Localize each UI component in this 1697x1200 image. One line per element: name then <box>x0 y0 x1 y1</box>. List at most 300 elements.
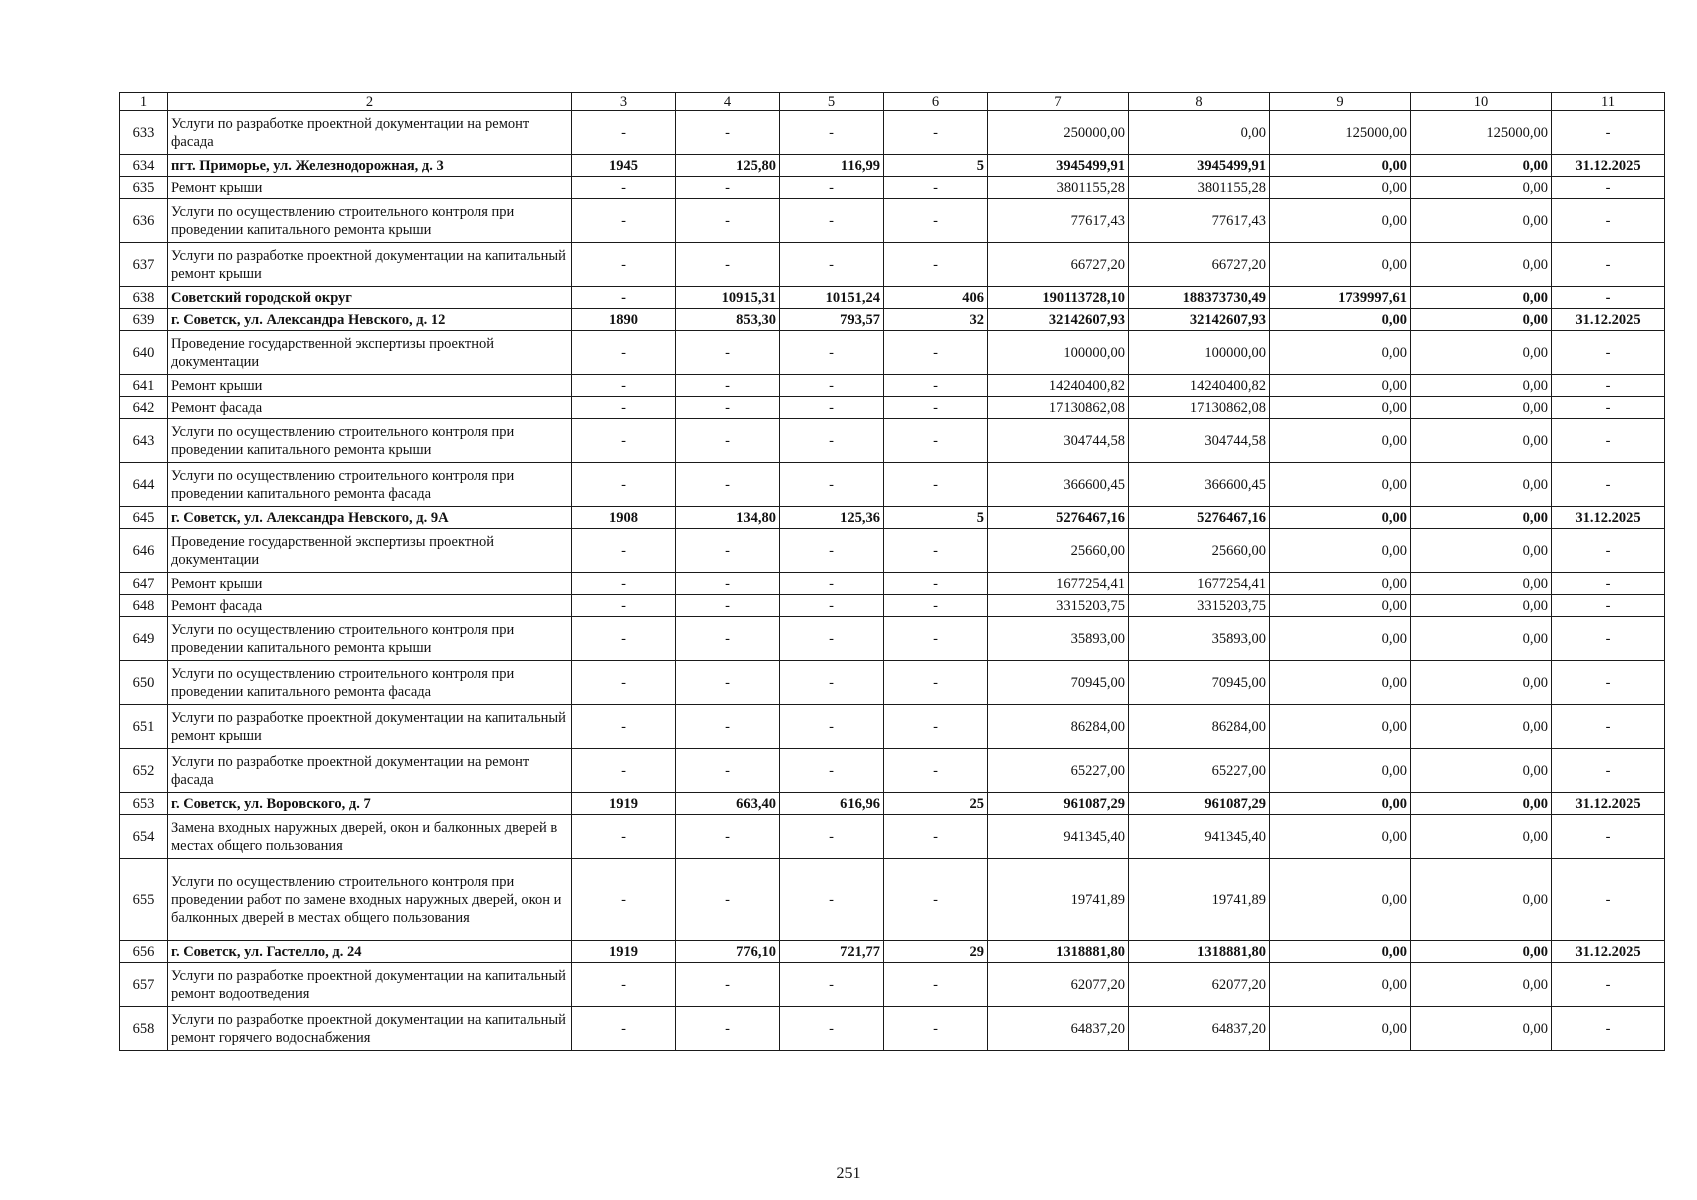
budget-cost-cell: 125000,00 <box>1270 111 1411 155</box>
total-cost-cell: 32142607,93 <box>988 309 1129 331</box>
row-number-cell: 652 <box>120 749 168 793</box>
row-number-cell: 642 <box>120 397 168 419</box>
description-cell: Проведение государственной экспертизы проектной документации <box>168 529 572 573</box>
completion-date-cell: 31.12.2025 <box>1552 793 1665 815</box>
total-cost-cell: 64837,20 <box>988 1007 1129 1051</box>
budget-cost-cell: 0,00 <box>1270 155 1411 177</box>
other-cost-cell: 125000,00 <box>1411 111 1552 155</box>
residents-cell: - <box>884 815 988 859</box>
description-cell: Услуги по разработке проектной документации на капитальный ремонт горячего водоснабжения <box>168 1007 572 1051</box>
budget-cost-cell: 0,00 <box>1270 177 1411 199</box>
living-area-cell: - <box>780 331 884 375</box>
total-cost-cell: 19741,89 <box>988 859 1129 941</box>
budget-cost-cell: 0,00 <box>1270 1007 1411 1051</box>
description-cell: Услуги по разработке проектной документации на ремонт фасада <box>168 111 572 155</box>
year-built-cell: - <box>572 243 676 287</box>
description-cell: Ремонт крыши <box>168 573 572 595</box>
fund-cost-cell: 0,00 <box>1129 111 1270 155</box>
year-built-cell: 1890 <box>572 309 676 331</box>
year-built-cell: - <box>572 529 676 573</box>
table-row <box>120 309 1665 331</box>
description-cell: Услуги по разработке проектной документации на ремонт фасада <box>168 749 572 793</box>
total-cost-cell: 941345,40 <box>988 815 1129 859</box>
residents-cell: 32 <box>884 309 988 331</box>
budget-cost-cell: 0,00 <box>1270 749 1411 793</box>
description-cell: Ремонт крыши <box>168 375 572 397</box>
other-cost-cell: 0,00 <box>1411 595 1552 617</box>
total-cost-cell: 62077,20 <box>988 963 1129 1007</box>
year-built-cell: - <box>572 815 676 859</box>
total-cost-cell: 65227,00 <box>988 749 1129 793</box>
budget-cost-cell: 0,00 <box>1270 507 1411 529</box>
completion-date-cell: - <box>1552 705 1665 749</box>
completion-date-cell: - <box>1552 463 1665 507</box>
description-cell: Услуги по осуществлению строительного контроля при проведении капитального ремонта фасада <box>168 463 572 507</box>
residents-cell: - <box>884 1007 988 1051</box>
residents-cell: - <box>884 595 988 617</box>
living-area-cell: 125,36 <box>780 507 884 529</box>
column-number: 3 <box>572 93 676 111</box>
total-cost-cell: 35893,00 <box>988 617 1129 661</box>
row-number-cell: 654 <box>120 815 168 859</box>
fund-cost-cell: 77617,43 <box>1129 199 1270 243</box>
living-area-cell: - <box>780 375 884 397</box>
other-cost-cell: 0,00 <box>1411 749 1552 793</box>
living-area-cell: 616,96 <box>780 793 884 815</box>
other-cost-cell: 0,00 <box>1411 705 1552 749</box>
row-number-cell: 648 <box>120 595 168 617</box>
column-number: 5 <box>780 93 884 111</box>
description-cell: г. Советск, ул. Александра Невского, д. 12 <box>168 309 572 331</box>
description-cell: Услуги по осуществлению строительного контроля при проведении капитального ремонта крыши <box>168 199 572 243</box>
other-cost-cell: 0,00 <box>1411 617 1552 661</box>
page-number: 251 <box>836 1165 861 1182</box>
total-area-cell: - <box>676 661 780 705</box>
fund-cost-cell: 86284,00 <box>1129 705 1270 749</box>
table-row <box>120 963 1665 1007</box>
year-built-cell: - <box>572 859 676 941</box>
other-cost-cell: 0,00 <box>1411 375 1552 397</box>
living-area-cell: - <box>780 397 884 419</box>
residents-cell: - <box>884 463 988 507</box>
year-built-cell: - <box>572 963 676 1007</box>
table-row <box>120 419 1665 463</box>
completion-date-cell: 31.12.2025 <box>1552 309 1665 331</box>
total-area-cell: 776,10 <box>676 941 780 963</box>
completion-date-cell: - <box>1552 397 1665 419</box>
description-cell: г. Советск, ул. Александра Невского, д. 9А <box>168 507 572 529</box>
living-area-cell: - <box>780 419 884 463</box>
total-area-cell: - <box>676 1007 780 1051</box>
residents-cell: - <box>884 243 988 287</box>
row-number-cell: 646 <box>120 529 168 573</box>
description-cell: Услуги по разработке проектной документации на капитальный ремонт крыши <box>168 705 572 749</box>
budget-cost-cell: 0,00 <box>1270 199 1411 243</box>
completion-date-cell: - <box>1552 859 1665 941</box>
residents-cell: 25 <box>884 793 988 815</box>
total-cost-cell: 250000,00 <box>988 111 1129 155</box>
living-area-cell: - <box>780 243 884 287</box>
budget-cost-cell: 1739997,61 <box>1270 287 1411 309</box>
total-cost-cell: 304744,58 <box>988 419 1129 463</box>
total-area-cell: - <box>676 815 780 859</box>
row-number-cell: 653 <box>120 793 168 815</box>
table-row <box>120 529 1665 573</box>
residents-cell: 5 <box>884 155 988 177</box>
total-cost-cell: 3801155,28 <box>988 177 1129 199</box>
total-cost-cell: 100000,00 <box>988 331 1129 375</box>
row-number-cell: 641 <box>120 375 168 397</box>
other-cost-cell: 0,00 <box>1411 573 1552 595</box>
residents-cell: - <box>884 573 988 595</box>
row-number-cell: 637 <box>120 243 168 287</box>
table-row <box>120 595 1665 617</box>
other-cost-cell: 0,00 <box>1411 287 1552 309</box>
year-built-cell: - <box>572 177 676 199</box>
living-area-cell: - <box>780 529 884 573</box>
residents-cell: - <box>884 705 988 749</box>
description-cell: пгт. Приморье, ул. Железнодорожная, д. 3 <box>168 155 572 177</box>
total-cost-cell: 14240400,82 <box>988 375 1129 397</box>
budget-cost-cell: 0,00 <box>1270 397 1411 419</box>
year-built-cell: 1908 <box>572 507 676 529</box>
other-cost-cell: 0,00 <box>1411 463 1552 507</box>
row-number-cell: 645 <box>120 507 168 529</box>
residents-cell: - <box>884 397 988 419</box>
budget-cost-cell: 0,00 <box>1270 573 1411 595</box>
column-number: 1 <box>120 93 168 111</box>
total-cost-cell: 1318881,80 <box>988 941 1129 963</box>
description-cell: Услуги по осуществлению строительного контроля при проведении работ по замене входных наружных дверей, окон и балконных дверей в местах общего пользования <box>168 859 572 941</box>
fund-cost-cell: 5276467,16 <box>1129 507 1270 529</box>
completion-date-cell: - <box>1552 529 1665 573</box>
row-number-cell: 651 <box>120 705 168 749</box>
other-cost-cell: 0,00 <box>1411 529 1552 573</box>
other-cost-cell: 0,00 <box>1411 243 1552 287</box>
row-number-cell: 634 <box>120 155 168 177</box>
column-number-row <box>120 93 1665 111</box>
other-cost-cell: 0,00 <box>1411 793 1552 815</box>
year-built-cell: - <box>572 705 676 749</box>
living-area-cell: - <box>780 815 884 859</box>
total-cost-cell: 190113728,10 <box>988 287 1129 309</box>
description-cell: Ремонт крыши <box>168 177 572 199</box>
table-row <box>120 463 1665 507</box>
total-area-cell: - <box>676 463 780 507</box>
completion-date-cell: - <box>1552 199 1665 243</box>
completion-date-cell: - <box>1552 111 1665 155</box>
table-row <box>120 507 1665 529</box>
row-number-cell: 657 <box>120 963 168 1007</box>
living-area-cell: - <box>780 661 884 705</box>
residents-cell: 5 <box>884 507 988 529</box>
fund-cost-cell: 366600,45 <box>1129 463 1270 507</box>
year-built-cell: - <box>572 375 676 397</box>
fund-cost-cell: 941345,40 <box>1129 815 1270 859</box>
total-area-cell: - <box>676 595 780 617</box>
completion-date-cell: - <box>1552 331 1665 375</box>
total-area-cell: 10915,31 <box>676 287 780 309</box>
table-row <box>120 815 1665 859</box>
total-area-cell: - <box>676 529 780 573</box>
total-cost-cell: 5276467,16 <box>988 507 1129 529</box>
total-cost-cell: 70945,00 <box>988 661 1129 705</box>
fund-cost-cell: 3801155,28 <box>1129 177 1270 199</box>
row-number-cell: 633 <box>120 111 168 155</box>
row-number-cell: 656 <box>120 941 168 963</box>
fund-cost-cell: 14240400,82 <box>1129 375 1270 397</box>
description-cell: Услуги по осуществлению строительного контроля при проведении капитального ремонта крыши <box>168 419 572 463</box>
year-built-cell: - <box>572 463 676 507</box>
row-number-cell: 635 <box>120 177 168 199</box>
budget-cost-cell: 0,00 <box>1270 617 1411 661</box>
row-number-cell: 658 <box>120 1007 168 1051</box>
year-built-cell: - <box>572 1007 676 1051</box>
row-number-cell: 649 <box>120 617 168 661</box>
completion-date-cell: - <box>1552 661 1665 705</box>
year-built-cell: - <box>572 287 676 309</box>
completion-date-cell: 31.12.2025 <box>1552 507 1665 529</box>
living-area-cell: - <box>780 963 884 1007</box>
residents-cell: - <box>884 859 988 941</box>
year-built-cell: - <box>572 661 676 705</box>
total-cost-cell: 961087,29 <box>988 793 1129 815</box>
other-cost-cell: 0,00 <box>1411 963 1552 1007</box>
living-area-cell: - <box>780 199 884 243</box>
table-row <box>120 397 1665 419</box>
table-row <box>120 243 1665 287</box>
total-area-cell: - <box>676 705 780 749</box>
budget-cost-cell: 0,00 <box>1270 815 1411 859</box>
completion-date-cell: 31.12.2025 <box>1552 941 1665 963</box>
column-number: 7 <box>988 93 1129 111</box>
completion-date-cell: - <box>1552 815 1665 859</box>
total-area-cell: - <box>676 963 780 1007</box>
completion-date-cell: - <box>1552 595 1665 617</box>
budget-cost-cell: 0,00 <box>1270 243 1411 287</box>
total-area-cell: 125,80 <box>676 155 780 177</box>
other-cost-cell: 0,00 <box>1411 1007 1552 1051</box>
fund-cost-cell: 17130862,08 <box>1129 397 1270 419</box>
fund-cost-cell: 19741,89 <box>1129 859 1270 941</box>
total-area-cell: - <box>676 243 780 287</box>
year-built-cell: - <box>572 199 676 243</box>
living-area-cell: - <box>780 573 884 595</box>
fund-cost-cell: 70945,00 <box>1129 661 1270 705</box>
fund-cost-cell: 3315203,75 <box>1129 595 1270 617</box>
description-cell: Ремонт фасада <box>168 397 572 419</box>
residents-cell: 29 <box>884 941 988 963</box>
fund-cost-cell: 304744,58 <box>1129 419 1270 463</box>
column-number: 11 <box>1552 93 1665 111</box>
year-built-cell: - <box>572 419 676 463</box>
total-cost-cell: 17130862,08 <box>988 397 1129 419</box>
total-area-cell: - <box>676 617 780 661</box>
residents-cell: - <box>884 331 988 375</box>
total-area-cell: - <box>676 573 780 595</box>
living-area-cell: 116,99 <box>780 155 884 177</box>
living-area-cell: - <box>780 617 884 661</box>
table-row <box>120 1007 1665 1051</box>
description-cell: Услуги по осуществлению строительного контроля при проведении капитального ремонта фасада <box>168 661 572 705</box>
fund-cost-cell: 1677254,41 <box>1129 573 1270 595</box>
budget-cost-cell: 0,00 <box>1270 331 1411 375</box>
year-built-cell: - <box>572 595 676 617</box>
description-cell: Услуги по разработке проектной документации на капитальный ремонт водоотведения <box>168 963 572 1007</box>
row-number-cell: 640 <box>120 331 168 375</box>
completion-date-cell: - <box>1552 419 1665 463</box>
row-number-cell: 655 <box>120 859 168 941</box>
other-cost-cell: 0,00 <box>1411 309 1552 331</box>
column-number: 10 <box>1411 93 1552 111</box>
total-cost-cell: 3945499,91 <box>988 155 1129 177</box>
other-cost-cell: 0,00 <box>1411 661 1552 705</box>
description-cell: Ремонт фасада <box>168 595 572 617</box>
budget-cost-cell: 0,00 <box>1270 419 1411 463</box>
total-cost-cell: 66727,20 <box>988 243 1129 287</box>
living-area-cell: 793,57 <box>780 309 884 331</box>
capital-repair-table <box>119 92 1665 1051</box>
row-number-cell: 636 <box>120 199 168 243</box>
budget-cost-cell: 0,00 <box>1270 529 1411 573</box>
budget-cost-cell: 0,00 <box>1270 463 1411 507</box>
completion-date-cell: - <box>1552 1007 1665 1051</box>
total-area-cell: 134,80 <box>676 507 780 529</box>
total-cost-cell: 366600,45 <box>988 463 1129 507</box>
budget-cost-cell: 0,00 <box>1270 661 1411 705</box>
total-cost-cell: 86284,00 <box>988 705 1129 749</box>
table-row <box>120 155 1665 177</box>
description-cell: г. Советск, ул. Гастелло, д. 24 <box>168 941 572 963</box>
living-area-cell: 721,77 <box>780 941 884 963</box>
row-number-cell: 644 <box>120 463 168 507</box>
table-row <box>120 617 1665 661</box>
budget-cost-cell: 0,00 <box>1270 963 1411 1007</box>
total-area-cell: - <box>676 419 780 463</box>
budget-cost-cell: 0,00 <box>1270 705 1411 749</box>
fund-cost-cell: 961087,29 <box>1129 793 1270 815</box>
fund-cost-cell: 35893,00 <box>1129 617 1270 661</box>
fund-cost-cell: 25660,00 <box>1129 529 1270 573</box>
year-built-cell: - <box>572 397 676 419</box>
other-cost-cell: 0,00 <box>1411 941 1552 963</box>
description-cell: г. Советск, ул. Воровского, д. 7 <box>168 793 572 815</box>
completion-date-cell: - <box>1552 287 1665 309</box>
other-cost-cell: 0,00 <box>1411 199 1552 243</box>
completion-date-cell: - <box>1552 243 1665 287</box>
living-area-cell: - <box>780 111 884 155</box>
living-area-cell: - <box>780 177 884 199</box>
completion-date-cell: - <box>1552 375 1665 397</box>
fund-cost-cell: 66727,20 <box>1129 243 1270 287</box>
fund-cost-cell: 100000,00 <box>1129 331 1270 375</box>
table-row <box>120 941 1665 963</box>
total-area-cell: - <box>676 199 780 243</box>
budget-cost-cell: 0,00 <box>1270 793 1411 815</box>
residents-cell: - <box>884 749 988 793</box>
year-built-cell: - <box>572 111 676 155</box>
budget-cost-cell: 0,00 <box>1270 941 1411 963</box>
row-number-cell: 638 <box>120 287 168 309</box>
other-cost-cell: 0,00 <box>1411 397 1552 419</box>
fund-cost-cell: 188373730,49 <box>1129 287 1270 309</box>
column-number: 6 <box>884 93 988 111</box>
total-area-cell: - <box>676 397 780 419</box>
year-built-cell: 1945 <box>572 155 676 177</box>
row-number-cell: 647 <box>120 573 168 595</box>
residents-cell: - <box>884 177 988 199</box>
residents-cell: - <box>884 375 988 397</box>
fund-cost-cell: 32142607,93 <box>1129 309 1270 331</box>
total-area-cell: - <box>676 177 780 199</box>
residents-cell: - <box>884 199 988 243</box>
row-number-cell: 643 <box>120 419 168 463</box>
table-row <box>120 573 1665 595</box>
residents-cell: - <box>884 661 988 705</box>
budget-cost-cell: 0,00 <box>1270 375 1411 397</box>
total-area-cell: - <box>676 749 780 793</box>
living-area-cell: - <box>780 1007 884 1051</box>
living-area-cell: - <box>780 705 884 749</box>
residents-cell: - <box>884 419 988 463</box>
year-built-cell: - <box>572 573 676 595</box>
other-cost-cell: 0,00 <box>1411 507 1552 529</box>
residents-cell: - <box>884 963 988 1007</box>
description-cell: Замена входных наружных дверей, окон и балконных дверей в местах общего пользования <box>168 815 572 859</box>
total-area-cell: - <box>676 375 780 397</box>
table-row <box>120 661 1665 705</box>
total-area-cell: - <box>676 859 780 941</box>
total-cost-cell: 1677254,41 <box>988 573 1129 595</box>
table-row <box>120 177 1665 199</box>
year-built-cell: 1919 <box>572 793 676 815</box>
total-area-cell: 663,40 <box>676 793 780 815</box>
description-cell: Советский городской округ <box>168 287 572 309</box>
fund-cost-cell: 64837,20 <box>1129 1007 1270 1051</box>
row-number-cell: 639 <box>120 309 168 331</box>
other-cost-cell: 0,00 <box>1411 177 1552 199</box>
completion-date-cell: - <box>1552 617 1665 661</box>
other-cost-cell: 0,00 <box>1411 331 1552 375</box>
completion-date-cell: - <box>1552 177 1665 199</box>
description-cell: Услуги по разработке проектной документации на капитальный ремонт крыши <box>168 243 572 287</box>
year-built-cell: - <box>572 749 676 793</box>
total-area-cell: - <box>676 331 780 375</box>
total-cost-cell: 25660,00 <box>988 529 1129 573</box>
other-cost-cell: 0,00 <box>1411 155 1552 177</box>
table-row <box>120 199 1665 243</box>
table-row <box>120 331 1665 375</box>
total-area-cell: - <box>676 111 780 155</box>
total-cost-cell: 77617,43 <box>988 199 1129 243</box>
table-row <box>120 287 1665 309</box>
budget-cost-cell: 0,00 <box>1270 859 1411 941</box>
table-row <box>120 749 1665 793</box>
completion-date-cell: 31.12.2025 <box>1552 155 1665 177</box>
residents-cell: 406 <box>884 287 988 309</box>
budget-cost-cell: 0,00 <box>1270 595 1411 617</box>
fund-cost-cell: 62077,20 <box>1129 963 1270 1007</box>
living-area-cell: - <box>780 859 884 941</box>
budget-cost-cell: 0,00 <box>1270 309 1411 331</box>
completion-date-cell: - <box>1552 963 1665 1007</box>
living-area-cell: 10151,24 <box>780 287 884 309</box>
residents-cell: - <box>884 111 988 155</box>
other-cost-cell: 0,00 <box>1411 419 1552 463</box>
total-cost-cell: 3315203,75 <box>988 595 1129 617</box>
table-row <box>120 859 1665 941</box>
column-number: 8 <box>1129 93 1270 111</box>
